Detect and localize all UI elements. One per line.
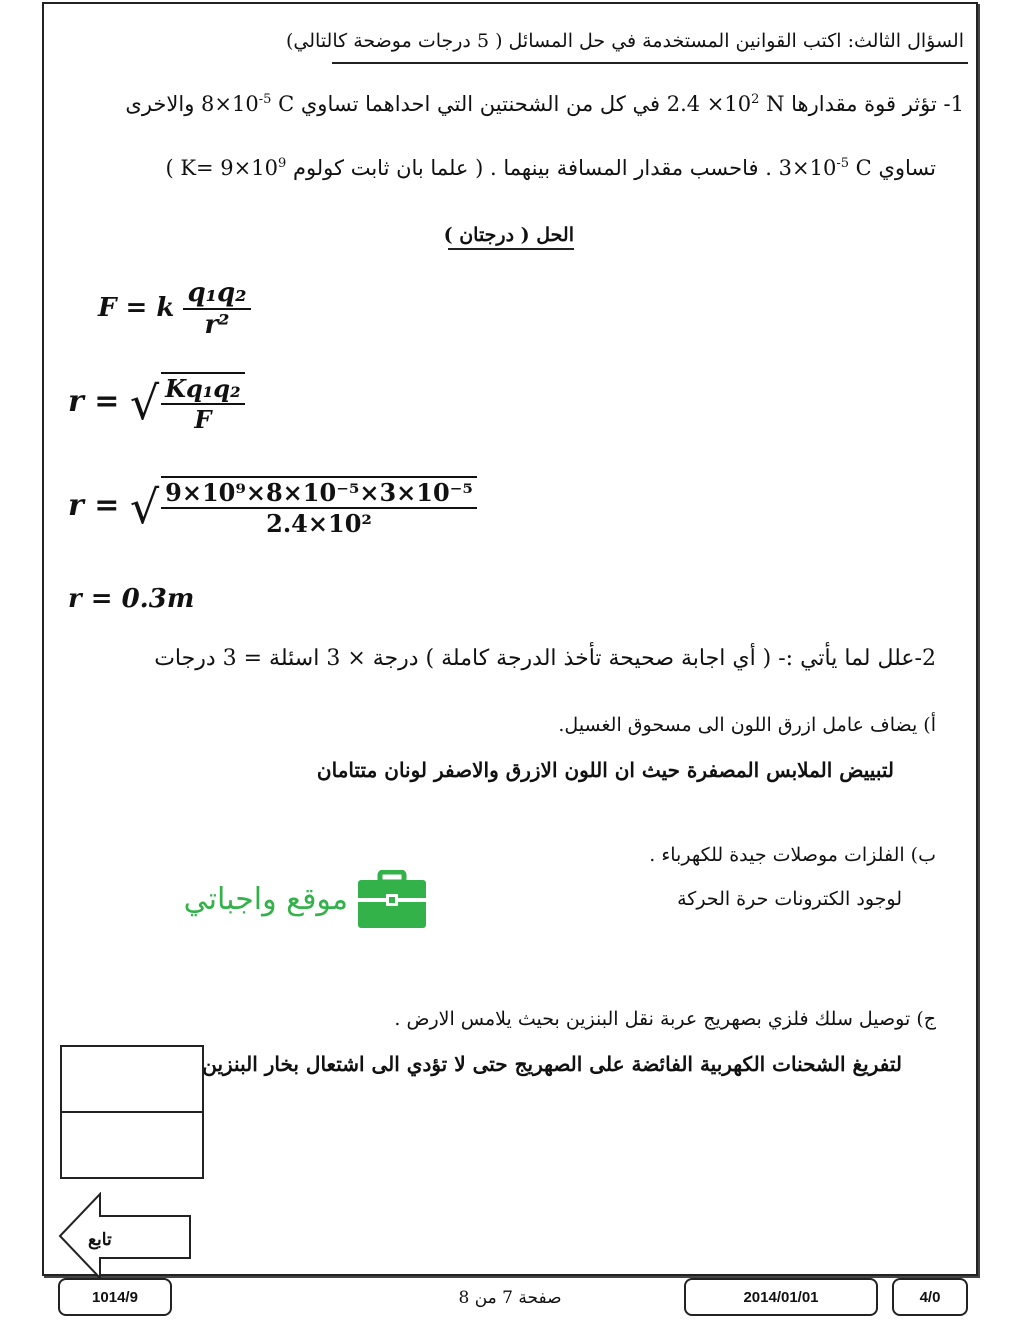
watermark-logo	[150, 870, 430, 932]
footer-ref: 4/0	[892, 1278, 968, 1316]
item-c-answer: لتفريغ الشحنات الكهربية الفائضة على الصهريج حتى لا تؤدي الى اشتعال بخار البنزين	[202, 1052, 902, 1076]
question-title: السؤال الثالث: اكتب القوانين المستخدمة في حل المسائل ( 5 درجات موضحة كالتالي)	[286, 30, 964, 52]
item-c-question: ج) توصيل سلك فلزي بصهريج عربة نقل البنزين بحيث يلامس الارض .	[394, 1008, 936, 1030]
briefcase-icon	[356, 870, 428, 930]
problem2-note: ( علما بان ثابت كولوم	[292, 156, 484, 180]
eq2-denominator: F	[194, 405, 212, 434]
item-b-answer: لوجود الكترونات حرة الحركة	[677, 888, 902, 910]
footer-date: 2014/01/01	[684, 1278, 878, 1316]
item-a-question: أ) يضاف عامل ازرق اللون الى مسحوق الغسيل.	[558, 714, 936, 736]
problem-line-1	[125, 92, 964, 116]
eq1-lhs: F = k	[98, 293, 175, 323]
equation-r-formula	[68, 372, 245, 434]
footer-code: 1014/9	[58, 1278, 172, 1316]
grade-box	[60, 1045, 204, 1179]
eq2-radicand	[161, 372, 244, 434]
eq2-numerator: Kq₁q₂	[161, 374, 244, 405]
eq3-lhs: r =	[68, 488, 120, 523]
problem-tail: والاخرى	[125, 92, 195, 116]
problem2-lead: تساوي	[878, 156, 936, 180]
problem-line-2	[165, 156, 936, 180]
page-number: صفحة 7 من 8	[458, 1288, 562, 1308]
logo-text: موقع واجباتي	[183, 882, 348, 917]
eq1-numerator: q₁q₂	[183, 278, 250, 310]
charge1-value: $8\times 10^{-5}$ C	[201, 92, 295, 116]
section2-heading: 2-علل لما يأتي :- ( أي اجابة صحيحة تأخذ الدرجة كاملة ) درجة × 3 اسئلة = 3 درجات	[154, 646, 936, 671]
problem-lead: 1- تؤثر قوة مقدارها	[791, 92, 964, 116]
title-underline	[332, 62, 968, 64]
item-a-answer: لتبييض الملابس المصفرة حيث ان اللون الازرق والاصفر لونان متتامان	[316, 758, 894, 782]
problem2-mid: . فاحسب مقدار المسافة بينهما .	[490, 156, 772, 180]
charge2-value: $3\times 10^{-5}$ C	[778, 156, 872, 180]
grade-box-divider	[62, 1111, 202, 1113]
continue-label[interactable]: تابع	[88, 1230, 112, 1250]
sqrt-icon: √	[129, 376, 160, 430]
equation-result: r = 0.3m	[68, 584, 195, 614]
eq1-denominator: r²	[204, 310, 230, 340]
sqrt-icon: √	[129, 480, 160, 534]
problem2-close: )	[165, 156, 174, 180]
eq3-radicand	[161, 476, 477, 538]
equation-coulomb-law	[98, 278, 251, 340]
force-value: $2.4 \times 10^2$ N	[666, 92, 785, 116]
problem-mid: في كل من الشحنتين التي احداهما تساوي	[300, 92, 661, 116]
equation-substitution	[68, 476, 477, 538]
solution-label: الحل ( درجتان )	[448, 224, 574, 250]
item-b-question: ب) الفلزات موصلات جيدة للكهرباء .	[649, 844, 936, 866]
continue-arrow-icon[interactable]	[58, 1192, 194, 1280]
eq1-fraction	[183, 278, 250, 340]
coulomb-constant: $K= 9\times 10^9$	[180, 156, 287, 180]
eq2-lhs: r =	[68, 384, 120, 419]
eq3-denominator: 2.4×10²	[266, 509, 372, 538]
eq3-numerator: 9×10⁹×8×10⁻⁵×3×10⁻⁵	[161, 478, 477, 509]
